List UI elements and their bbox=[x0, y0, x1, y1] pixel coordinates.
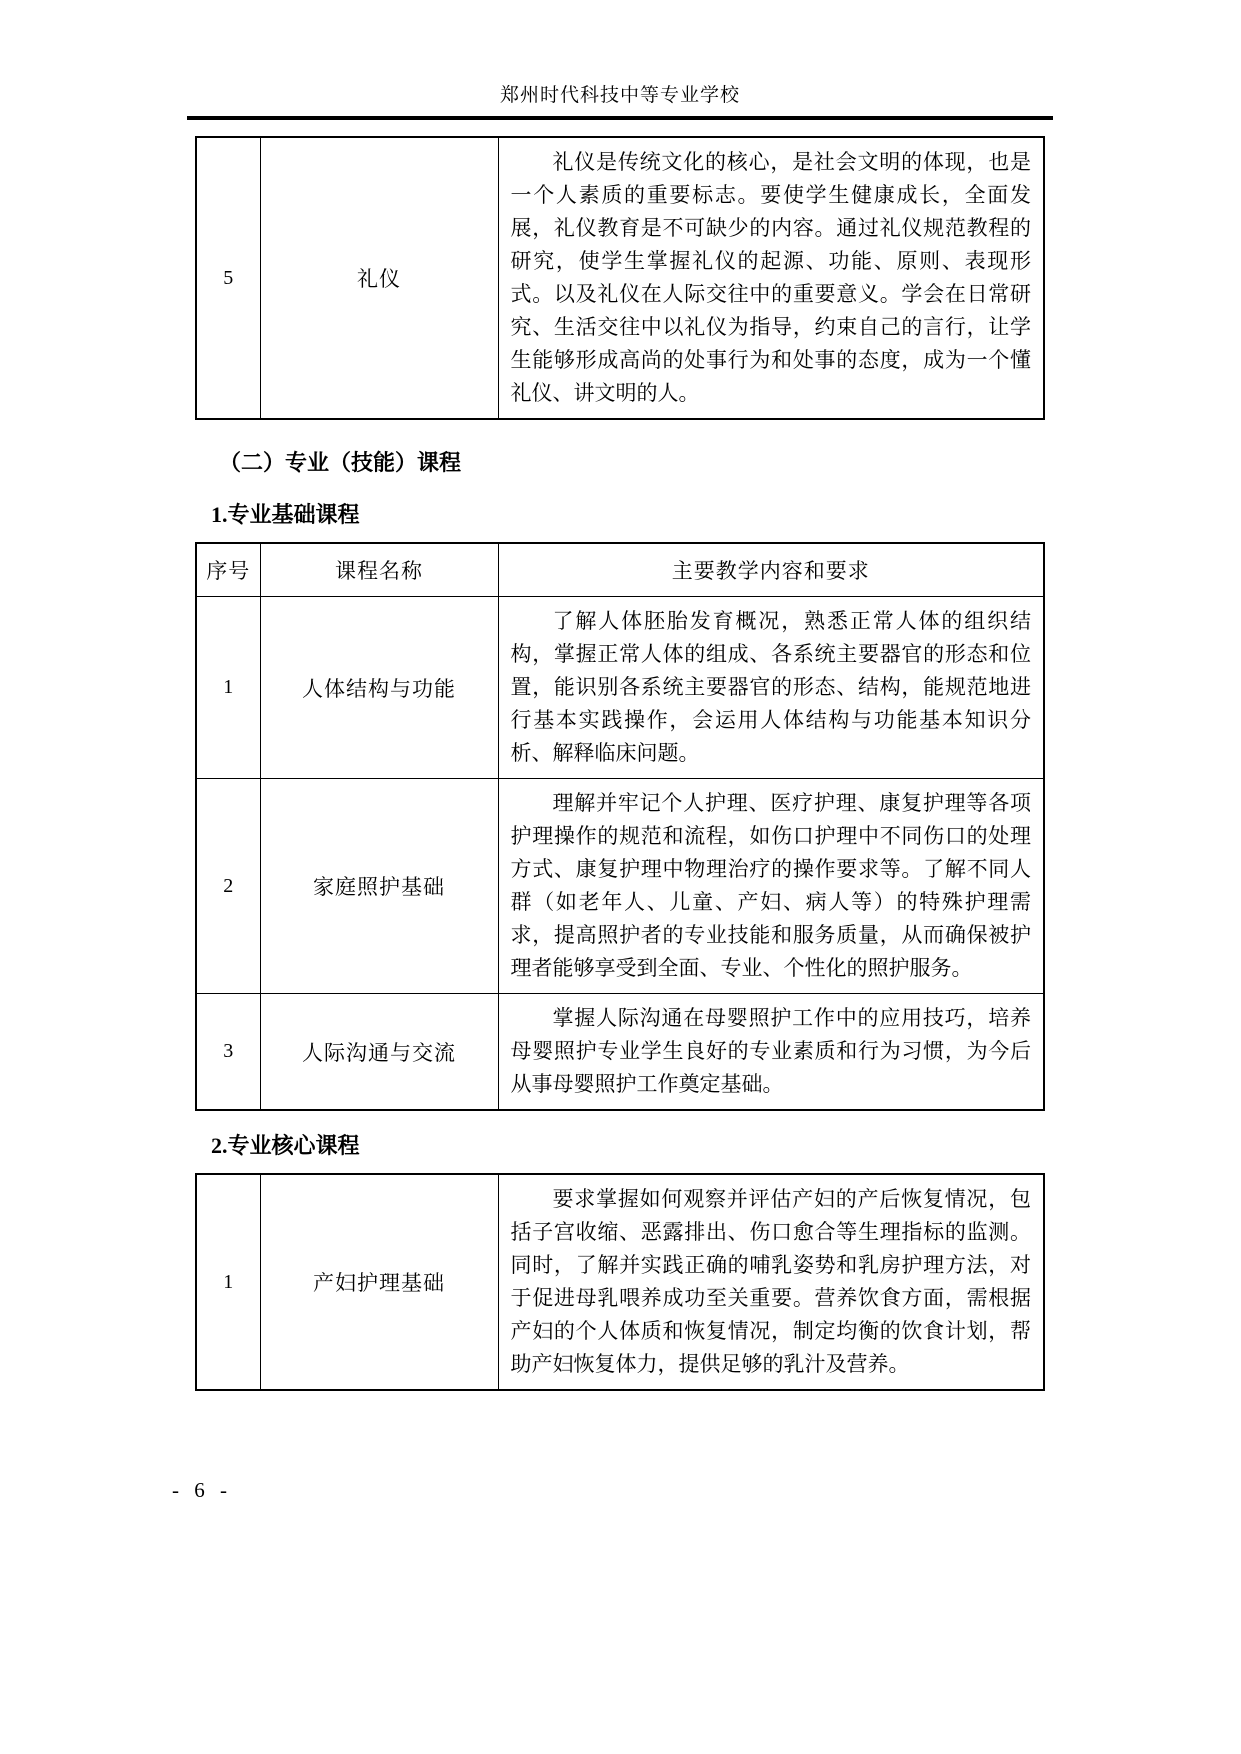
basic-courses-table bbox=[195, 542, 1045, 1111]
column-header-course-name: 课程名称 bbox=[260, 543, 498, 597]
course-name-cell: 家庭照护基础 bbox=[260, 779, 498, 994]
page-content bbox=[195, 0, 1045, 1391]
page-header-school-name: 郑州时代科技中等专业学校 bbox=[499, 85, 740, 106]
course-name-cell: 产妇护理基础 bbox=[260, 1174, 498, 1390]
table-row bbox=[196, 597, 1044, 779]
course-content-cell bbox=[498, 1174, 1044, 1390]
table-row bbox=[196, 994, 1044, 1111]
column-header-num: 序号 bbox=[196, 543, 260, 597]
header-rule bbox=[187, 116, 1053, 120]
continuation-course-table bbox=[195, 136, 1045, 420]
section-heading-skill-courses: （二）专业（技能）课程 bbox=[219, 450, 462, 475]
course-content-cell bbox=[498, 597, 1044, 779]
course-content-text: 掌握人际沟通在母婴照护工作中的应用技巧，培养母婴照护专业学生良好的专业素质和行为习惯，为今后从事母婴照护工作奠定基础。 bbox=[510, 1006, 1031, 1096]
section-heading-core-courses: 2.专业核心课程 bbox=[211, 1133, 360, 1158]
page-number: - 6 - bbox=[172, 1478, 232, 1502]
course-content-text: 理解并牢记个人护理、医疗护理、康复护理等各项护理操作的规范和流程，如伤口护理中不同伤口的处理方式、康复护理中物理治疗的操作要求等。了解不同人群（如老年人、儿童、产妇、病人等）的特殊护理需求，提高照护者的专业技能和服务质量，从而确保被护理者能够享受到全面、专业、个性化的照护服务。 bbox=[510, 791, 1031, 980]
row-number-cell: 1 bbox=[196, 597, 260, 779]
column-header-content: 主要教学内容和要求 bbox=[498, 543, 1044, 597]
course-name-cell: 礼仪 bbox=[260, 137, 498, 419]
course-content-cell bbox=[498, 779, 1044, 994]
course-name-cell: 人际沟通与交流 bbox=[260, 994, 498, 1111]
table-row bbox=[196, 1174, 1044, 1390]
course-content-text: 要求掌握如何观察并评估产妇的产后恢复情况，包括子宫收缩、恶露排出、伤口愈合等生理指标的监测。同时，了解并实践正确的哺乳姿势和乳房护理方法，对于促进母乳喂养成功至关重要。营养饮食方面，需根据产妇的个人体质和恢复情况，制定均衡的饮食计划，帮助产妇恢复体力，提供足够的乳汁及营养。 bbox=[510, 1187, 1031, 1376]
course-content-text: 了解人体胚胎发育概况，熟悉正常人体的组织结构，掌握正常人体的组成、各系统主要器官的形态和位置，能识别各系统主要器官的形态、结构，能规范地进行基本实践操作，会运用人体结构与功能基本知识分析、解释临床问题。 bbox=[510, 609, 1031, 765]
row-number-cell: 2 bbox=[196, 779, 260, 994]
table-row bbox=[196, 779, 1044, 994]
row-number-cell: 1 bbox=[196, 1174, 260, 1390]
row-number-cell: 3 bbox=[196, 994, 260, 1111]
course-name-cell: 人体结构与功能 bbox=[260, 597, 498, 779]
course-content-cell bbox=[498, 994, 1044, 1111]
course-content-text: 礼仪是传统文化的核心，是社会文明的体现，也是一个人素质的重要标志。要使学生健康成长，全面发展，礼仪教育是不可缺少的内容。通过礼仪规范教程的研究，使学生掌握礼仪的起源、功能、原则、表现形式。以及礼仪在人际交往中的重要意义。学会在日常研究、生活交往中以礼仪为指导，约束自己的言行，让学生能够形成高尚的处事行为和处事的态度，成为一个懂礼仪、讲文明的人。 bbox=[510, 150, 1031, 405]
row-number-cell: 5 bbox=[196, 137, 260, 419]
section-heading-basic-courses: 1.专业基础课程 bbox=[211, 502, 360, 527]
course-content-cell bbox=[498, 137, 1044, 419]
table-header-row bbox=[196, 543, 1044, 597]
table-row bbox=[196, 137, 1044, 419]
core-courses-table bbox=[195, 1173, 1045, 1391]
